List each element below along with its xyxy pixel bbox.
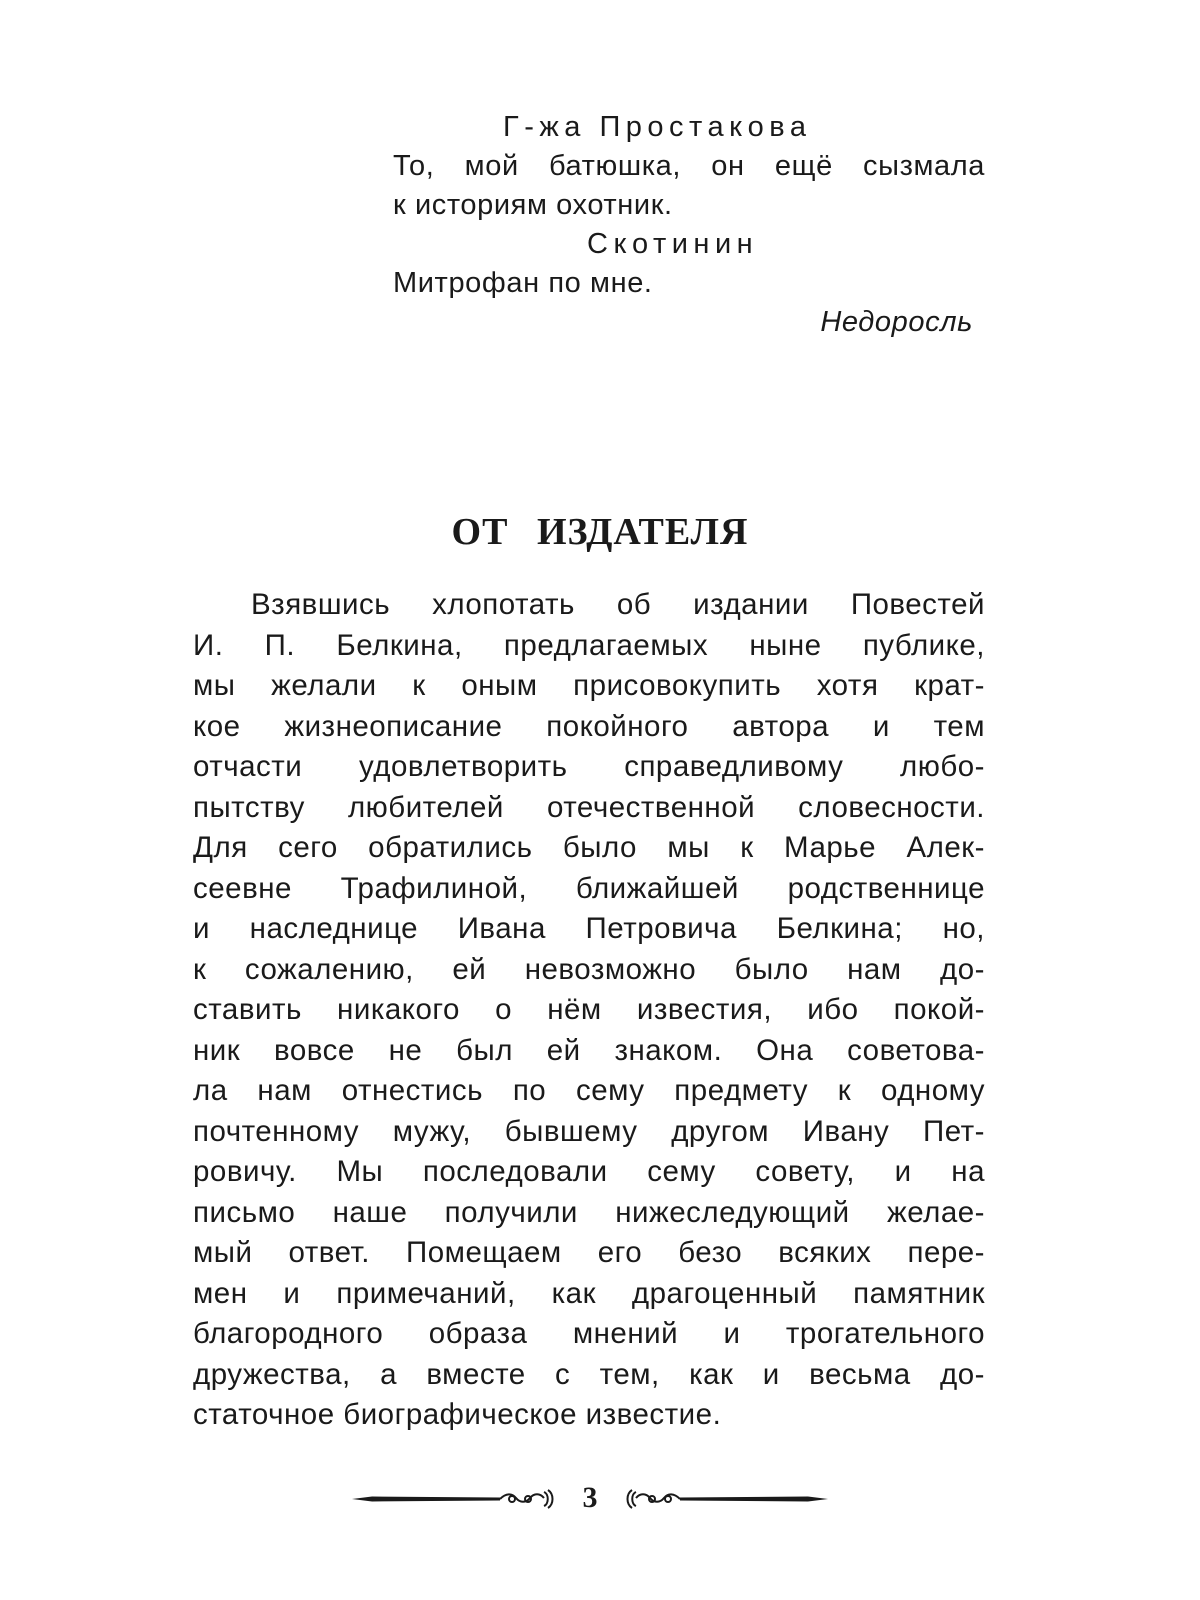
body-line: пытству любителей отечественной словесности. xyxy=(193,790,985,824)
epigraph-speaker-prostakova: Г-жа Простакова xyxy=(503,111,812,143)
body-line: статочное биографическое известие. xyxy=(193,1398,722,1431)
body-line: ставить никакого о нём известия, ибо покой- xyxy=(193,993,985,1026)
body-line: мы желали к оным присовокупить хотя крат- xyxy=(193,669,985,702)
epigraph xyxy=(393,108,985,342)
section-heading: ОТ ИЗДАТЕЛЯ xyxy=(451,511,749,553)
epigraph-line: То, мой батюшка, он ещё сызмала xyxy=(393,150,985,182)
epigraph-speaker-skotinin: Скотинин xyxy=(587,228,759,260)
epigraph-line: Митрофан по мне. xyxy=(393,267,653,299)
body-line: мен и примечаний, как драгоценный памятник xyxy=(193,1276,985,1310)
body-line: почтенному мужу, бывшему другом Ивану Пет- xyxy=(193,1114,985,1148)
page-footer xyxy=(0,1478,1200,1518)
body-line: Взявшись хлопотать об издании Повестей xyxy=(251,588,985,621)
body-line: ровичу. Мы последовали сему совету, и на xyxy=(193,1155,985,1188)
epigraph-source: Недоросль xyxy=(820,306,973,338)
body-line: отчасти удовлетворить справедливому любо- xyxy=(193,750,985,783)
body-line: благородного образа мнений и трогательного xyxy=(193,1317,985,1350)
page-number: 3 xyxy=(582,1481,598,1514)
body-line: кое жизнеописание покойного автора и тем xyxy=(193,709,985,743)
body-line: дружества, а вместе с тем, как и весьма до- xyxy=(193,1357,985,1391)
body-line: письмо наше получили нижеследующий желае- xyxy=(193,1195,985,1229)
body-line: мый ответ. Помещаем его безо всяких пере- xyxy=(193,1236,985,1269)
body-paragraph xyxy=(193,585,985,1436)
body-line: ла нам отнестись по сему предмету к одному xyxy=(193,1074,985,1107)
body-line: И. П. Белкина, предлагаемых ныне публике, xyxy=(193,628,985,662)
body-line: Для сего обратились было мы к Марье Алек- xyxy=(193,831,985,864)
epigraph-line: к историям охотник. xyxy=(393,189,673,221)
body-line: и наследнице Ивана Петровича Белкина; но, xyxy=(193,912,985,945)
body-line: ник вовсе не был ей знаком. Она советова- xyxy=(193,1033,985,1067)
body-line: к сожалению, ей невозможно было нам до- xyxy=(193,952,985,986)
body-line: сеевне Трафилиной, ближайшей родственнице xyxy=(193,871,985,905)
